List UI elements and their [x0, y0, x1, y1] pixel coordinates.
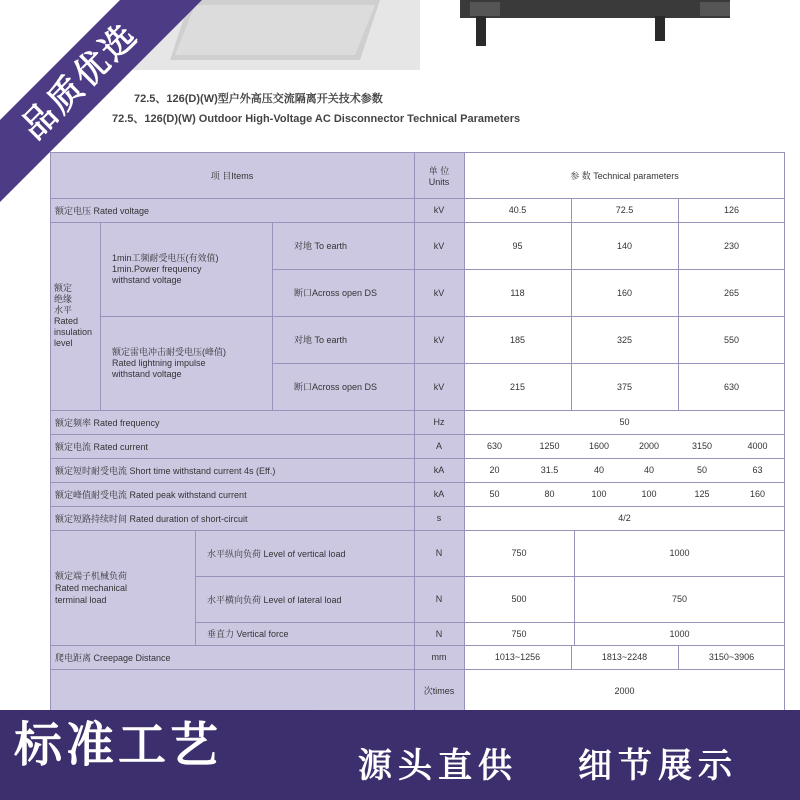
val-li-earth-3: 550: [678, 316, 785, 363]
banner-sub-1: 源头直供: [358, 747, 518, 785]
val-pf-earth-1: 95: [464, 222, 571, 269]
unit-short-time: kA: [414, 458, 464, 482]
val-vertical-force-1: 750: [464, 622, 574, 645]
val-short-time-6: 63: [730, 458, 785, 482]
doc-title-en: 72.5、126(D)(W) Outdoor High-Voltage AC Disconnector Technical Parameters: [112, 113, 521, 125]
quality-ribbon: 品质优选: [0, 0, 207, 208]
val-vertical-load-2: 1000: [574, 530, 785, 576]
label-vertical-force: 垂直力 Vertical force: [195, 622, 414, 645]
unit-frequency: Hz: [414, 410, 464, 434]
val-peak-6: 160: [730, 482, 785, 506]
unit-li-earth: kV: [414, 316, 464, 363]
val-times: 2000: [464, 669, 785, 712]
header-items: 项 目Items: [50, 152, 414, 198]
label-current: 额定电流 Rated current: [50, 434, 414, 458]
banner-title: 标准工艺: [14, 719, 223, 772]
label-li-across: 断口Across open DS: [272, 363, 414, 410]
val-peak-1: 50: [464, 482, 525, 506]
label-rated-voltage: 额定电压 Rated voltage: [50, 198, 414, 222]
val-li-earth-2: 325: [571, 316, 678, 363]
banner-sub-2: 细节展示: [578, 747, 738, 785]
val-pf-across-3: 265: [678, 269, 785, 316]
label-frequency: 额定频率 Rated frequency: [50, 410, 414, 434]
val-vertical-force-2: 1000: [574, 622, 785, 645]
unit-peak: kA: [414, 482, 464, 506]
unit-vertical-load: N: [414, 530, 464, 576]
val-creepage-2: 1813~2248: [571, 645, 678, 669]
unit-rated-voltage: kV: [414, 198, 464, 222]
val-short-time-2: 31.5: [525, 458, 574, 482]
unit-duration: s: [414, 506, 464, 530]
val-li-earth-1: 185: [464, 316, 571, 363]
val-lateral-load-1: 500: [464, 576, 574, 622]
val-voltage-1: 40.5: [464, 198, 571, 222]
val-peak-4: 100: [624, 482, 674, 506]
label-insulation-group: 额定 绝缘 水平 Rated insulation level: [50, 222, 100, 410]
val-current-4: 2000: [624, 434, 674, 458]
header-params: 参 数 Technical parameters: [464, 152, 785, 198]
label-short-time: 额定短时耐受电流 Short time withstand current 4s (Eff.): [50, 458, 414, 482]
unit-current: A: [414, 434, 464, 458]
label-lateral-load: 水平横向负荷 Level of lateral load: [195, 576, 414, 622]
label-vertical-load: 水平纵向负荷 Level of vertical load: [195, 530, 414, 576]
val-duration: 4/2: [464, 506, 785, 530]
unit-pf-across: kV: [414, 269, 464, 316]
val-current-3: 1600: [574, 434, 624, 458]
header-units: 单 位 Units: [414, 152, 464, 198]
val-peak-5: 125: [674, 482, 730, 506]
val-vertical-load-1: 750: [464, 530, 574, 576]
val-frequency: 50: [464, 410, 785, 434]
val-current-1: 630: [464, 434, 525, 458]
val-voltage-3: 126: [678, 198, 785, 222]
doc-title-cn: 72.5、126(D)(W)型户外高压交流隔离开关技术参数: [134, 93, 383, 105]
val-current-6: 4000: [730, 434, 785, 458]
val-pf-across-2: 160: [571, 269, 678, 316]
val-peak-3: 100: [574, 482, 624, 506]
unit-li-across: kV: [414, 363, 464, 410]
unit-lateral-load: N: [414, 576, 464, 622]
spec-table: [50, 152, 785, 712]
val-short-time-1: 20: [464, 458, 525, 482]
val-pf-across-1: 118: [464, 269, 571, 316]
val-short-time-5: 50: [674, 458, 730, 482]
label-pf-earth: 对地 To earth: [272, 222, 414, 269]
val-peak-2: 80: [525, 482, 574, 506]
val-short-time-3: 40: [574, 458, 624, 482]
label-peak: 额定峰值耐受电流 Rated peak withstand current: [50, 482, 414, 506]
val-pf-earth-2: 140: [571, 222, 678, 269]
val-creepage-1: 1013~1256: [464, 645, 571, 669]
val-li-across-2: 375: [571, 363, 678, 410]
val-lateral-load-2: 750: [574, 576, 785, 622]
val-li-across-3: 630: [678, 363, 785, 410]
unit-creepage: mm: [414, 645, 464, 669]
unit-pf-earth: kV: [414, 222, 464, 269]
label-creepage: 爬电距离 Creepage Distance: [50, 645, 414, 669]
val-current-5: 3150: [674, 434, 730, 458]
val-creepage-3: 3150~3906: [678, 645, 785, 669]
unit-times: 次times: [414, 669, 464, 712]
label-pf-across: 断口Across open DS: [272, 269, 414, 316]
val-voltage-2: 72.5: [571, 198, 678, 222]
label-li-group: 额定雷电冲击耐受电压(峰值) Rated lightning impulse withstand voltage: [100, 316, 272, 410]
val-current-2: 1250: [525, 434, 574, 458]
unit-vertical-force: N: [414, 622, 464, 645]
label-li-earth: 对地 To earth: [272, 316, 414, 363]
label-mech-group: 额定端子机械负荷 Rated mechanical terminal load: [50, 530, 195, 645]
val-pf-earth-3: 230: [678, 222, 785, 269]
val-short-time-4: 40: [624, 458, 674, 482]
label-duration: 额定短路持续时间 Rated duration of short-circuit: [50, 506, 414, 530]
label-pf-group: 1min工频耐受电压(有效值) 1min.Power frequency withstand voltage: [100, 222, 272, 316]
val-li-across-1: 215: [464, 363, 571, 410]
